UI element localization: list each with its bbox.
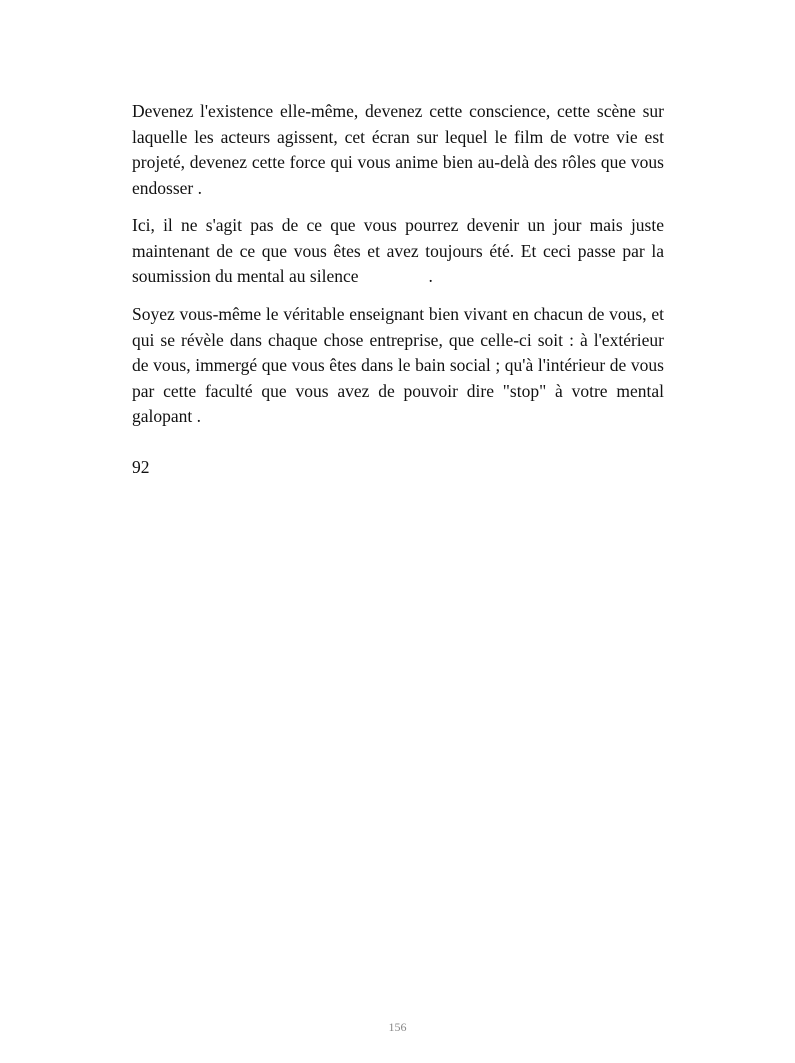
paragraph-existence: Devenez l'existence elle-même, devenez cette conscience, cette scène sur laquelle les acteurs agissent, cet écran sur lequel le film de votre vie est projeté, devenez cette force qui vous anime bien au-delà des rôles que vous endosser .: [132, 101, 664, 198]
paragraph-silence: Ici, il ne s'agit pas de ce que vous pourrez devenir un jour mais juste maintenant de ce que vous êtes et avez toujours été. Et ceci passe par la soumission du mental au silence .: [132, 215, 669, 286]
page-number: 156: [388, 1020, 407, 1034]
paragraph-enseignant: Soyez vous-même le véritable enseignant bien vivant en chacun de vous, et qui se révèle dans chaque chose entreprise, que celle-ci soit : à l'extérieur de vous, immergé que vous êtes dans le bain social ; qu'à l'intérieur de vous par cette faculté que vous avez de pouvoir dire "stop" à votre mental galopant .: [132, 304, 664, 426]
chapter-number: 92: [132, 457, 150, 477]
